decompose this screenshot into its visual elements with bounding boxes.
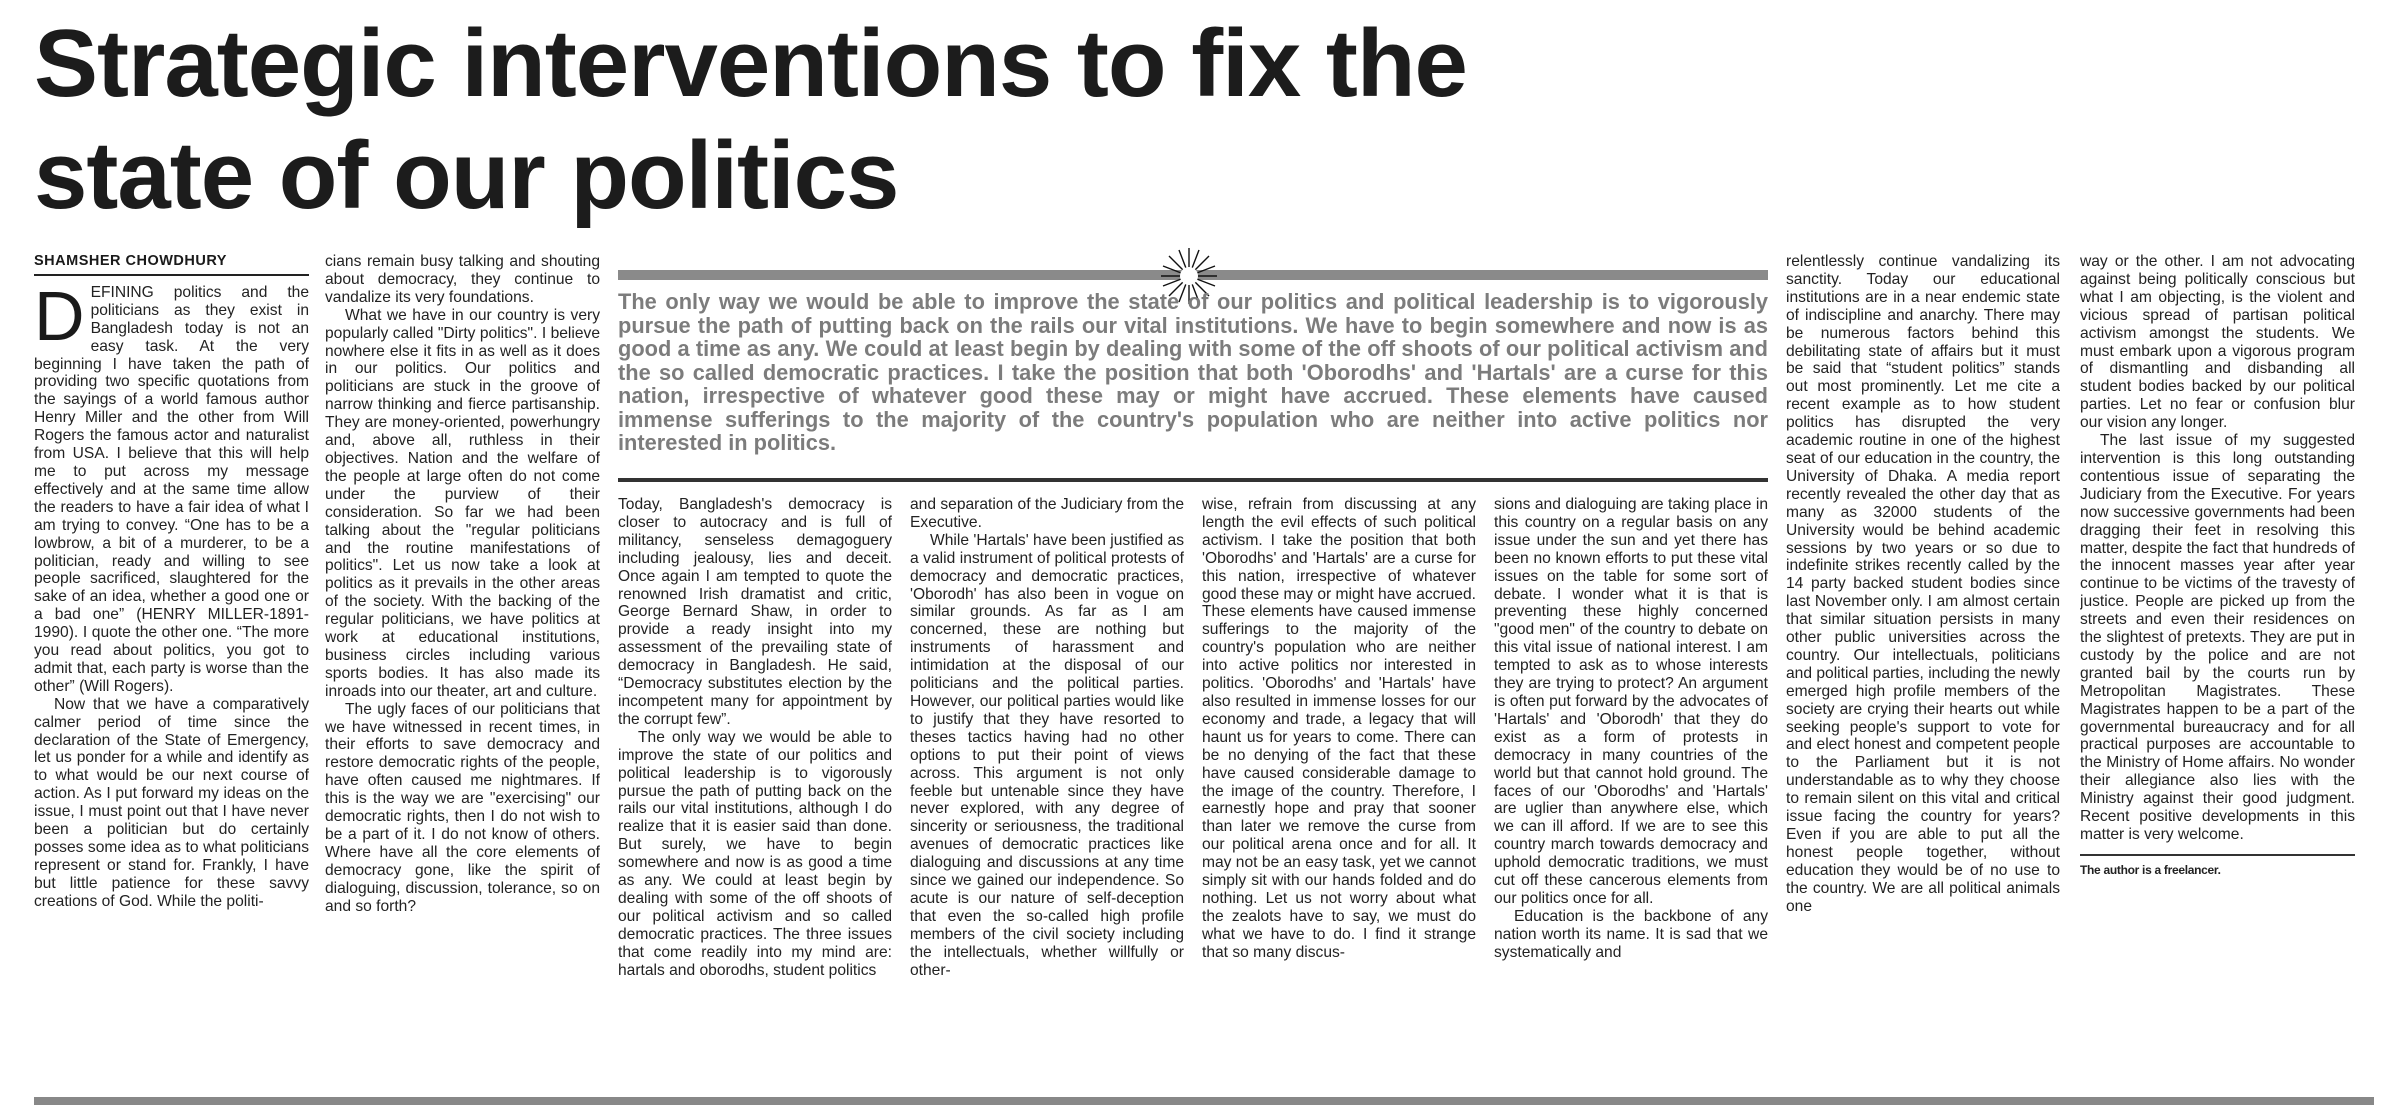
column-6-paragraph-2: Education is the backbone of any nation worth its name. It is sad that we systematically and bbox=[1494, 907, 1768, 961]
bottom-rule bbox=[34, 1097, 2374, 1105]
article-column-3 bbox=[618, 496, 892, 1094]
pull-quote-bottom-rule bbox=[618, 478, 1768, 482]
lead-word: EFINING bbox=[90, 283, 154, 301]
opening-text: politics and the politicians as they exist in Bangladesh today is not an easy task. At the very beginning I have taken the path of providing two specific quotations from the sayings of a world famous author Henry Miller and the other from Will Rogers the famous actor and naturalist from USA. I believe that this will help me to put across my message effectively and at the same time allow the readers to have a fair idea of what I am trying to convey. “One has to be a lowbrow, a bit of a murderer, to be a politician, ready and willing to see people sacrificed, slaughtered for the sake of an idea, whether a good one or a bad one” (HENRY MILLER-1891-1990). I quote the other one. “The more you read about politics, you got to admit that, each party is worse than the other” (Will Rogers). bbox=[34, 283, 309, 695]
column-1-paragraph-1 bbox=[34, 276, 309, 696]
article-column-2 bbox=[325, 253, 600, 1095]
column-2-paragraph-2: What we have in our country is very popularly called "Dirty politics". I believe nowhere else it fits in as well as it does in our politics. Our politics and politicians are stuck in the groove of narrow thinking and fierce partisanship. They are money-oriented, powerhungry and, above all, ruthless in their objectives. Nation and the welfare of the people at large often do not come under the purview of their consideration. So far we had been talking about the "regular politicians and the routine manifestations of politics". Let us now take a look at politics as it prevails in the other areas of the society. With the backing of the regular politicians, we have politics at work at educational institutions, business circles including various sports bodies. It has also made its inroads into our theater, art and culture. bbox=[325, 306, 600, 700]
article-column-6 bbox=[1494, 496, 1768, 1094]
article-column-4 bbox=[910, 496, 1184, 1094]
column-8-paragraph-2: The last issue of my suggested intervention is this long outstanding contentious issue of separating the Judiciary from the Executive. For years now successive governments had been dragging their feet in resolving this matter, despite the fact that hundreds of the innocent masses year after year continue to be victims of the travesty of justice. People are picked up from the streets and even their residences on the slightest of pretexts. They are put in custody by the police and are not granted bail by the courts run by Metropolitan Magistrates. These Magistrates happen to be a part of the governmental bureaucracy and for all practical purposes are accountable to the Ministry of Home affairs. No wonder their allegiance also lies with the Ministry against their good judgment. Recent positive developments in this matter is very welcome. bbox=[2080, 432, 2355, 843]
pull-quote: The only way we would be able to improve the state of our politics and political leadership is to vigorously pursue the path of putting back on the rails our vital institutions. We have to begin somewhere and now is as good a time as any. We could at least begin by dealing with some of the off shoots of our political activism and the so called democratic practices. I take the position that both 'Oborodhs' and 'Hartals' are a curse for this nation, irrespective of whatever good these may or might have accrued. These elements have caused immense sufferings to the majority of the country's population who are neither into active politics nor interested in politics. bbox=[618, 289, 1768, 455]
column-5-paragraph-1: wise, refrain from discussing at any length the evil effects of such political activism. I take the position that both 'Oborodhs' and 'Hartals' are a curse for this nation, irrespective of whatever good these may or might have accrued. These elements have caused immense sufferings to the majority of the country's population who are neither into active politics nor interested in politics. 'Oborodhs' and 'Hartals' have also resulted in immense losses for our economy and trade, a legacy that will haunt us for years to come. There can be no denying of the fact that these have caused considerable damage to the image of the country. Therefore, I earnestly hope and pray that sooner than later we remove the curse from our political arena once and for all. It may not be an easy task, yet we cannot simply sit with our hands folded and do nothing. Let us not worry about what the zealots have to say, we must do what we have to do. I find it strange that so many discus- bbox=[1202, 496, 1476, 961]
drop-cap: D bbox=[34, 276, 85, 355]
column-2-paragraph-1: cians remain busy talking and shouting about democracy, they continue to vandalize its very foundations. bbox=[325, 253, 600, 306]
author-note: The author is a freelancer. bbox=[2080, 862, 2221, 877]
column-3-paragraph-1: Today, Bangladesh's democracy is closer to autocracy and is full of militancy, senseless demagoguery including jealousy, lies and deceit. Once again I am tempted to quote the renowned Irish dramatist and critic, George Bernard Shaw, in order to provide a ready insight into my assessment of the prevailing state of democracy in Bangladesh. He said, “Democracy substitutes election by the incompetent many for appointment by the corrupt few”. bbox=[618, 496, 892, 728]
column-4-paragraph-1: and separation of the Judiciary from the Executive. bbox=[910, 496, 1184, 531]
column-4-paragraph-2: While 'Hartals' have been justified as a valid instrument of political protests of democracy and democratic practices, 'Oborodh' has also been in vogue on similar grounds. As far as I am concerned, these are nothing but instruments of harassment and intimidation at the disposal of our politicians and the political parties. However, our political parties would like to justify that they have resorted to theses tactics having had no other options to put their point of views across. This argument is not only feeble but untenable since they have never explored, with any degree of sincerity or seriousness, the traditional avenues of democratic practices like dialoguing and discussions at any time since we gained our independence. So acute is our nature of self-deception that even the so-called high profile members of the civil society including the intellectuals, whether willfully or other- bbox=[910, 531, 1184, 979]
column-1-paragraph-2: Now that we have a comparatively calmer period of time since the declaration of the State of Emergency, let us ponder for a while and identify as to what would be our next course of action. As I put forward my ideas on the issue, I must point out that I have never been a politician but do certainly posses some idea as to what politicians represent or stand for. Frankly, I have but little patience for these savvy creations of God. While the politi- bbox=[34, 695, 309, 910]
column-2-paragraph-3: The ugly faces of our politicians that we have witnessed in recent times, in their efforts to save democracy and restore democratic rights of the people, have often caused me nightmares. If this is the way we are "exercising" our democratic rights, then I do not wish to be a part of it. I do not know of others. Where have all the core elements of democracy gone, like the spirit of dialoguing, discussion, tolerance, so on and so forth? bbox=[325, 700, 600, 915]
column-3-paragraph-2: The only way we would be able to improve the state of our politics and political leadership is to vigorously pursue the path of putting back on the rails our vital institutions, although I do realize that it is easier said than done. But surely, we have to begin somewhere and now is as good a time as any. We could at least begin by dealing with some of the off shoots of our political activism and so called democratic practices. The three issues that come readily into my mind are: hartals and oborodhs, student politics bbox=[618, 728, 892, 979]
article-column-5 bbox=[1202, 496, 1476, 1094]
pull-quote-box bbox=[618, 246, 1768, 478]
author-note-rule bbox=[2080, 854, 2355, 880]
article-column-8 bbox=[2080, 253, 2355, 1095]
column-7-paragraph-1: relentlessly continue vandalizing its sanctity. Today our educational institutions are in a near endemic state of indiscipline and anarchy. There may be numerous factors behind this debilitating state of affairs but it must be said that “student politics” stands out most prominently. Let me cite a recent example as to how student politics has disrupted the very academic routine in one of the highest seat of our education in the country, the University of Dhaka. A media report recently revealed the other day that as many as 32000 students of the University would be behind academic sessions by two years or so due to indefinite strikes recently called by the 14 party backed student bodies since last November only. I am almost certain that similar situation persists in many other public universities across the country. Our intellectuals, politicians and political parties, including the newly emerged high profile members of the society are crying their hearts out while seeking people's support to vote for and elect honest and competent people to the Parliament but it is not understandable as to why they choose to remain silent on this vital and critical issue facing the country for years? Even if you are able to put all the honest people together, without education they would be of no use to the country. We are all political animals one bbox=[1786, 253, 2060, 915]
article-column-1 bbox=[34, 253, 309, 1095]
article-column-7 bbox=[1786, 253, 2060, 1095]
byline: SHAMSHER CHOWDHURY bbox=[34, 253, 309, 276]
column-6-paragraph-1: sions and dialoguing are taking place in this country on a regular basis on any issue under the sun and yet there has been no known efforts to put these vital issues on the table for some sort of debate. I wonder what it is that is preventing these highly concerned "good men" of the country to debate on this vital issue of national interest. I am tempted to ask as to whose interests they are trying to protect? An argument is often put forward by the advocates of 'Hartals' and 'Oborodh' that they do exist as a form of protests in democracy in many countries of the world but that cannot hold ground. The faces of our 'Oborodhs' and 'Hartals' are uglier than anywhere else, which we can ill afford. If we are to see this country march towards democracy and uphold democratic traditions, we must cut off these cancerous elements from our politics once for all. bbox=[1494, 496, 1768, 907]
headline: Strategic interventions to fix the state of our politics bbox=[34, 10, 1467, 229]
column-8-paragraph-1: way or the other. I am not advocating against being politically conscious but what I am objecting, is the violent and vicious spread of partisan political activism amongst the students. We must embark upon a vigorous program of dismantling and disbanding all student bodies backed by our political parties. Let no fear or confusion blur our vision any longer. bbox=[2080, 253, 2355, 432]
